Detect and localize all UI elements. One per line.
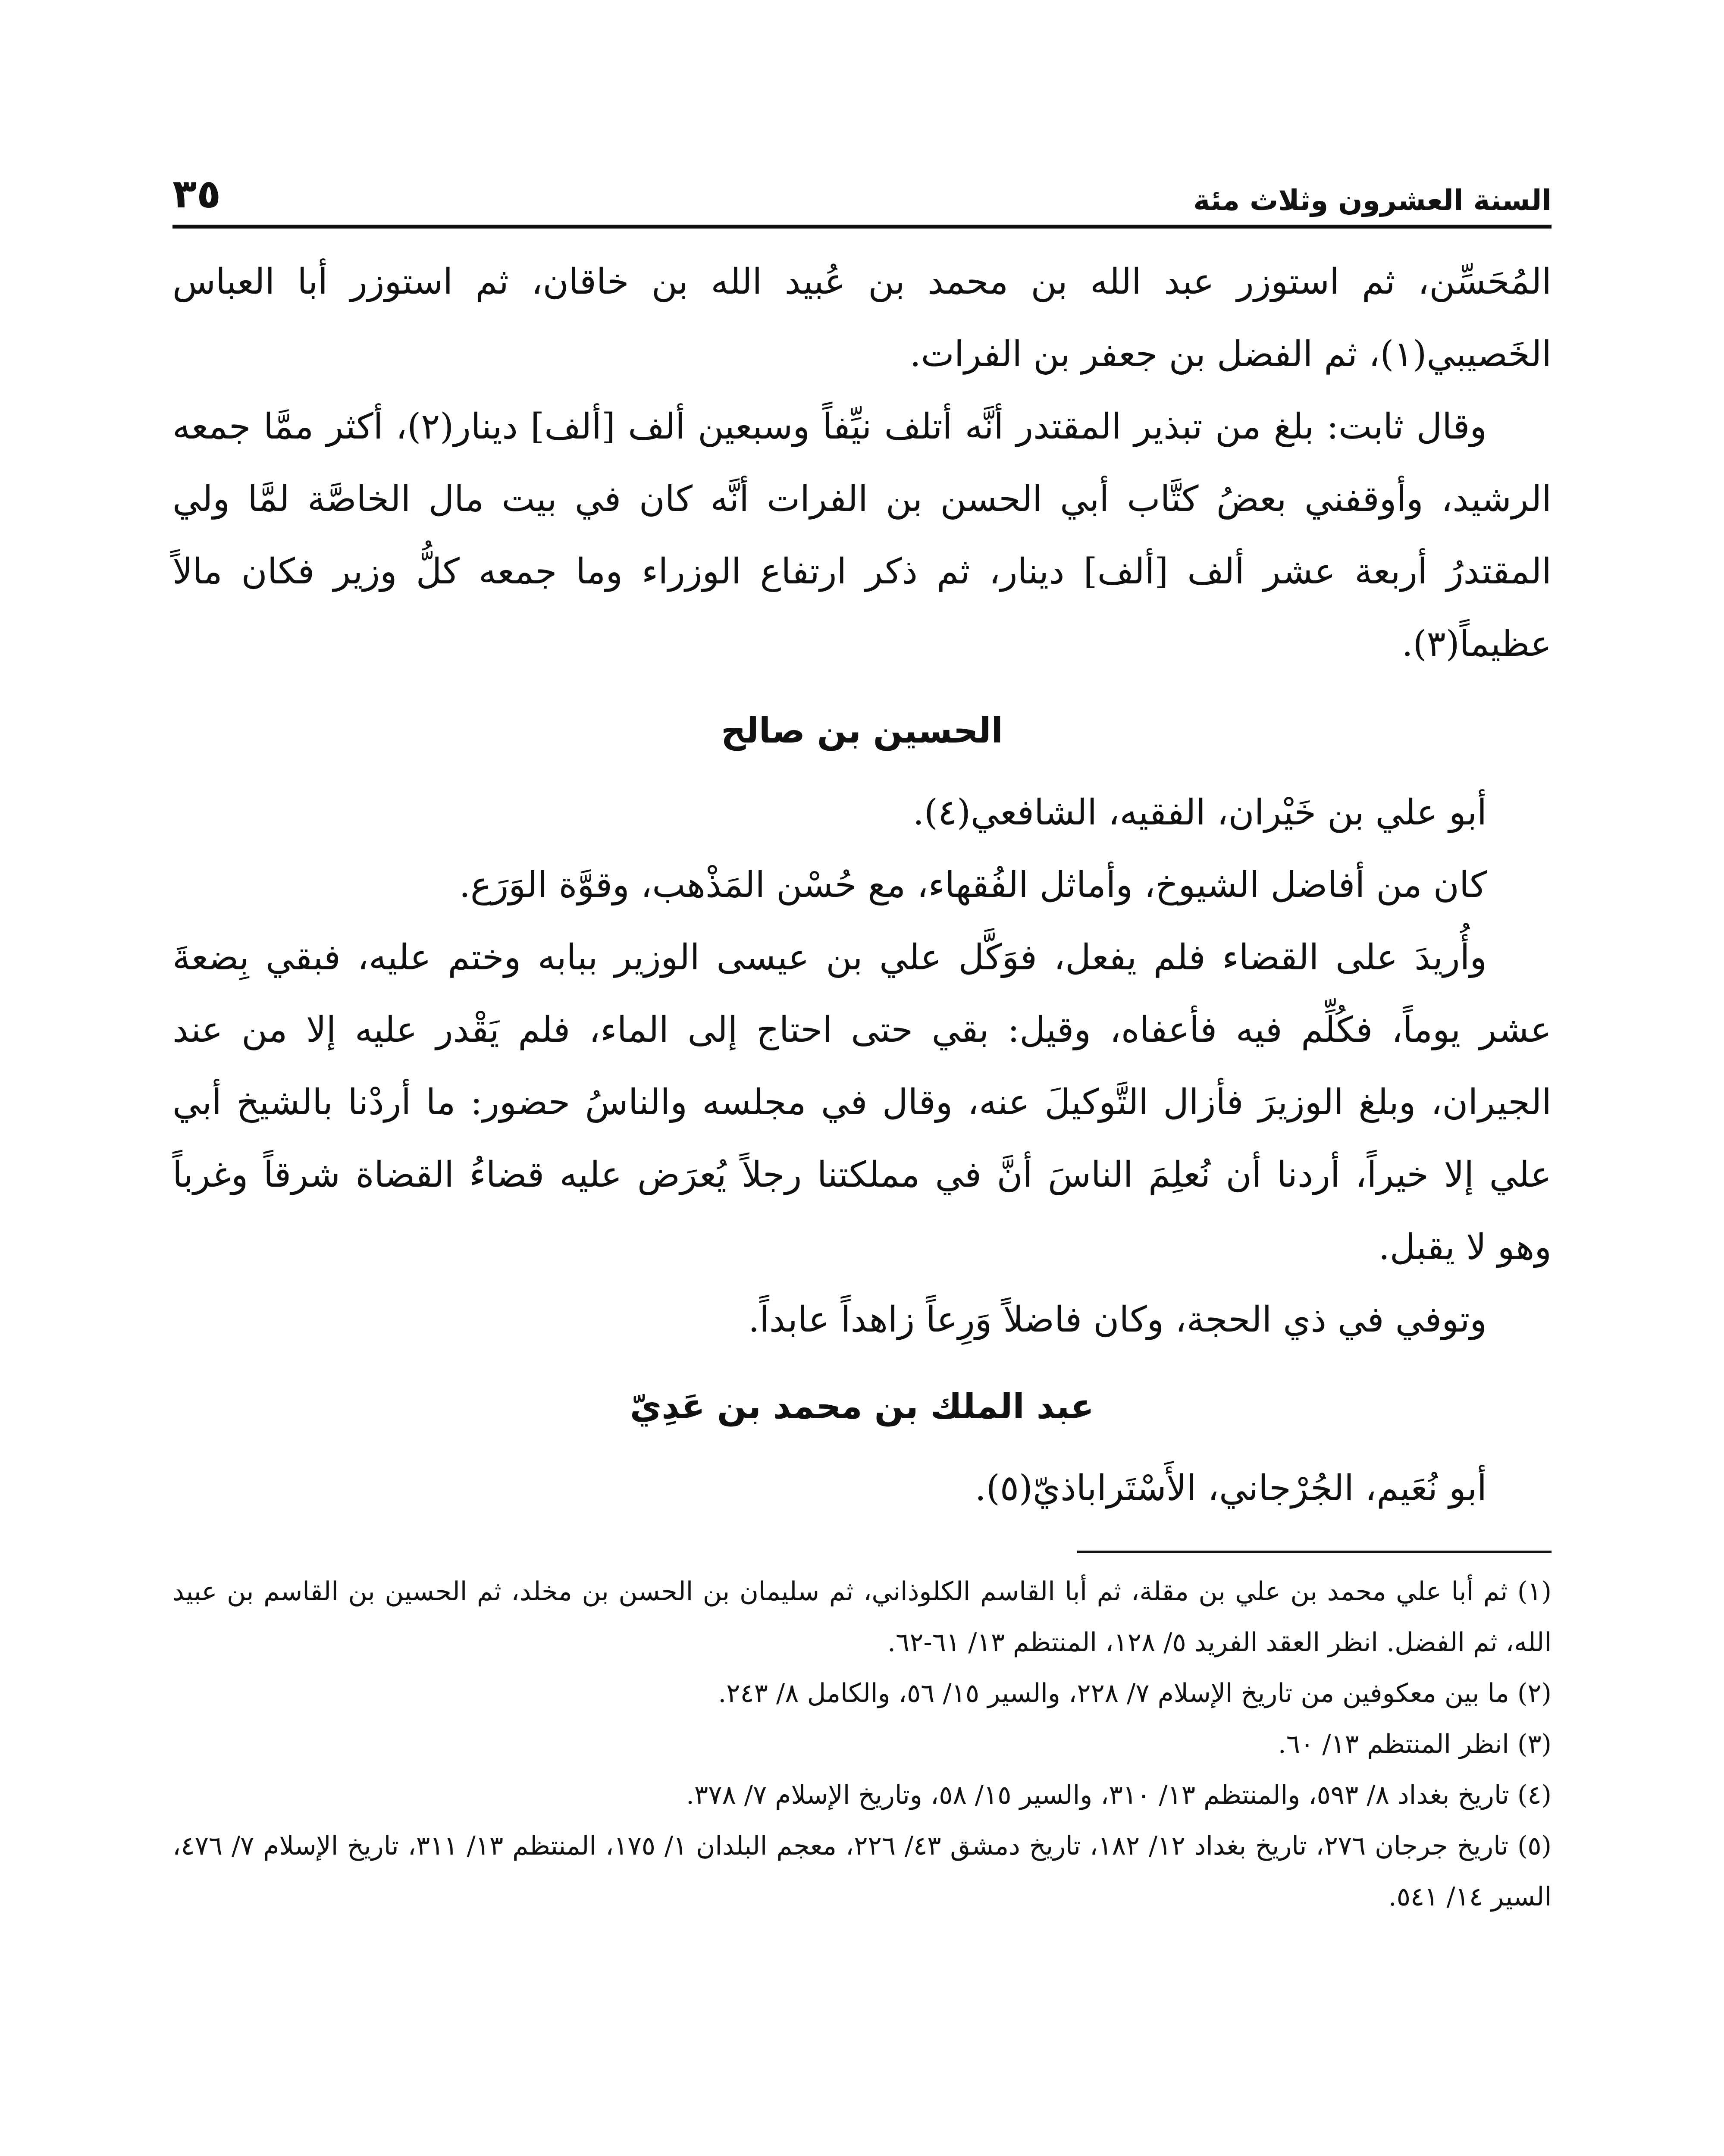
- paragraph: المُحَسِّن، ثم استوزر عبد الله بن محمد بن عُبيد الله بن خاقان، ثم استوزر أبا العباس الخَصيبي(١)، ثم الفضل بن جعفر بن الفرات.: [172, 261, 1552, 375]
- footnote: (٤) تاريخ بغداد ٨/ ٥٩٣، والمنتظم ١٣/ ٣١٠، والسير ١٥/ ٥٨، وتاريخ الإسلام ٧/ ٣٧٨.: [686, 1780, 1552, 1810]
- footnote: (٣) انظر المنتظم ١٣/ ٦٠.: [1278, 1729, 1552, 1759]
- paragraph: أبو علي بن خَيْران، الفقيه، الشافعي(٤).: [912, 792, 1487, 833]
- paragraph: كان من أفاضل الشيوخ، وأماثل الفُقهاء، مع حُسْن المَذْهب، وقوَّة الوَرَع.: [459, 865, 1487, 906]
- section-heading: الحسين بن صالح: [721, 711, 1003, 751]
- footnote: (٥) تاريخ جرجان ٢٧٦، تاريخ بغداد ١٢/ ١٨٢، تاريخ دمشق ٤٣/ ٢٢٦، معجم البلدان ١/ ١٧٥، المنتظم ١٣/ ٣١١، تاريخ الإسلام ٧/ ٤٧٦، السير ١٤/ ٥٤١.: [172, 1831, 1552, 1912]
- section-heading: عبد الملك بن محمد بن عَدِيّ: [630, 1386, 1094, 1426]
- running-title: السنة العشرون وثلاث مئة: [1193, 184, 1552, 217]
- paragraph: وتوفي في ذي الحجة، وكان فاضلاً وَرِعاً زاهداً عابداً.: [748, 1299, 1487, 1340]
- footnote: (١) ثم أبا علي محمد بن علي بن مقلة، ثم أبا القاسم الكلوذاني، ثم سليمان بن الحسن بن مخلد، ثم الحسين بن القاسم بن عبيد الله، ثم الفضل. انظر العقد الفريد ٥/ ١٢٨، المنتظم ١٣/ ٦١-٦٢.: [172, 1576, 1552, 1658]
- paragraph: وقال ثابت: بلغ من تبذير المقتدر أنَّه أتلف نيِّفاً وسبعين ألف [ألف] دينار(٢)، أكثر ممَّا جمعه الرشيد، وأوقفني بعضُ كتَّاب أبي الحسن بن الفرات أنَّه كان في بيت مال الخاصَّة لمَّا ولي المقتدرُ أربعة عشر ألف [ألف] دينار، ثم ذكر ارتفاع الوزراء وما جمعه كلُّ وزير فكان مالاً عظيماً(٣).: [172, 406, 1552, 664]
- footnote-divider: [1077, 1551, 1552, 1553]
- body-text: [172, 246, 1552, 1525]
- footnotes: [172, 1566, 1552, 1922]
- page-number: ٣٥: [172, 171, 221, 217]
- paragraph: أبو نُعَيم، الجُرْجاني، الأَسْتَراباذيّ(٥).: [975, 1468, 1487, 1509]
- footnote: (٢) ما بين معكوفين من تاريخ الإسلام ٧/ ٢٢٨، والسير ١٥/ ٥٦، والكامل ٨/ ٢٤٣.: [718, 1678, 1552, 1708]
- book-page: [172, 164, 1552, 2156]
- running-header: [172, 164, 1552, 229]
- paragraph: وأُريدَ على القضاء فلم يفعل، فوَكَّل علي بن عيسى الوزير ببابه وختم عليه، فبقي بِضعةَ عشر يوماً، فكُلِّم فيه فأعفاه، وقيل: بقي حتى احتاج إلى الماء، فلم يَقْدر عليه إلا من عند الجيران، وبلغ الوزيرَ فأزال التَّوكيلَ عنه، وقال في مجلسه والناسُ حضور: ما أردْنا بالشيخ أبي علي إلا خيراً، أردنا أن نُعلِمَ الناسَ أنَّ في مملكتنا رجلاً يُعرَض عليه قضاءُ القضاة شرقاً وغرباً وهو لا يقبل.: [172, 937, 1552, 1268]
